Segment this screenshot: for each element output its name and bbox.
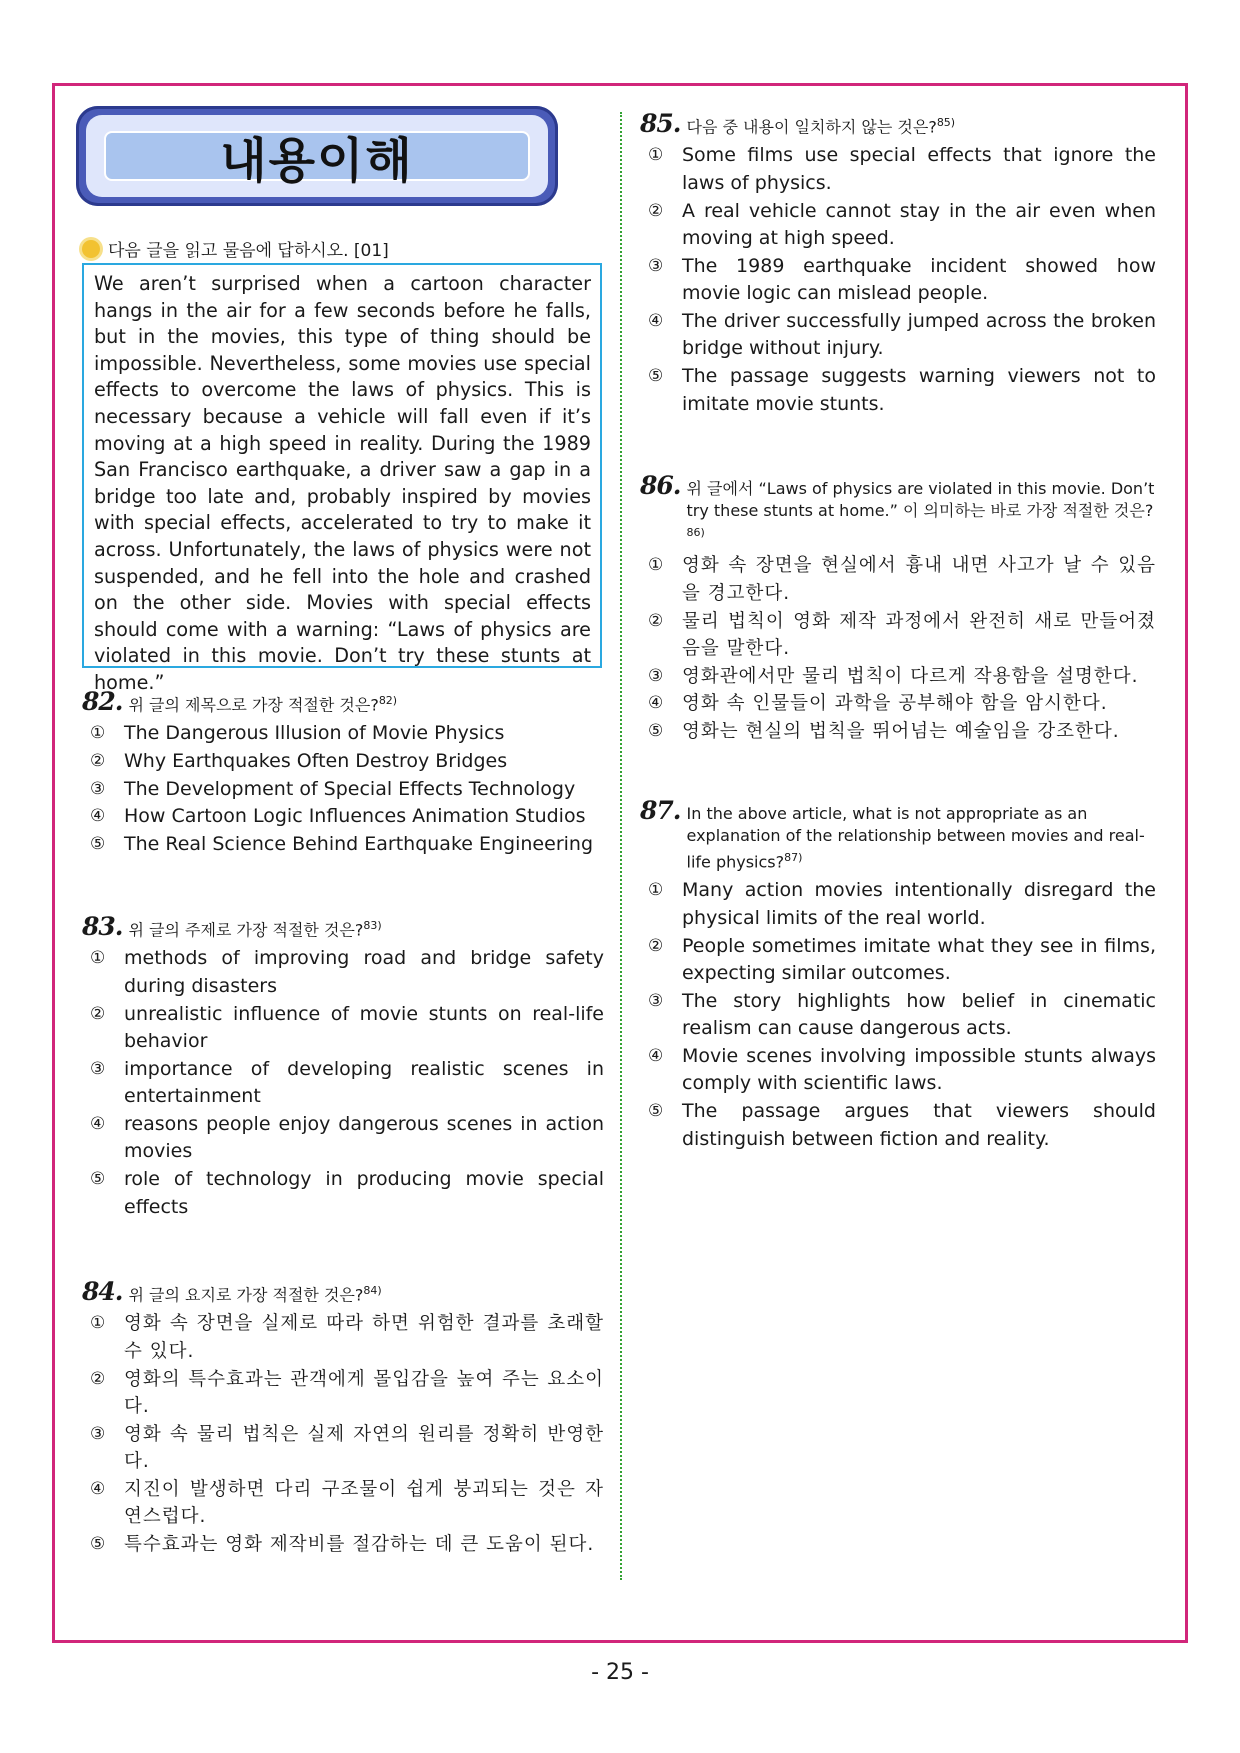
question-ref: 84): [363, 1284, 382, 1297]
option-5[interactable]: ⑤ 영화는 현실의 법칙을 뛰어넘는 예술임을 강조한다.: [648, 720, 1120, 742]
section-title: 내용이해: [220, 132, 414, 189]
question-ref: 85): [936, 116, 956, 129]
column-divider: [620, 112, 622, 1580]
option-1[interactable]: ① Many action movies intentionally disregard the physical limits of the real world.: [648, 879, 1156, 929]
option-2[interactable]: ② A real vehicle cannot stay in the air even when moving at high speed.: [648, 199, 1156, 250]
option-5[interactable]: ⑤ The Real Science Behind Earthquake Engineering: [90, 832, 594, 855]
question-85: [640, 109, 1156, 418]
option-list: [640, 142, 1156, 418]
option-3[interactable]: ③ The story highlights how belief in cinematic realism can cause dangerous acts.: [648, 989, 1156, 1040]
instruction-text: 다음 글을 읽고 물음에 답하시오. [01]: [108, 241, 389, 261]
question-87: [640, 796, 1156, 1153]
option-1[interactable]: ① methods of improving road and bridge safety during disasters: [90, 947, 604, 997]
question-text: 위 글에서 “Laws of physics are violated in this movie. Don’t try these stunts at home.” 이 의미하는 바로 가장 적절한 것은?: [686, 479, 1155, 520]
question-number: 84.: [82, 1277, 123, 1307]
option-4[interactable]: ④ 지진이 발생하면 다리 구조물이 쉽게 붕괴되는 것은 자연스럽다.: [90, 1478, 604, 1528]
option-5[interactable]: ⑤ role of technology in producing movie special effects: [90, 1168, 604, 1218]
question-number: 85.: [640, 109, 681, 139]
option-3[interactable]: ③ The 1989 earthquake incident showed how movie logic can mislead people.: [648, 254, 1156, 305]
option-list: [82, 1310, 604, 1558]
option-1[interactable]: ① 영화 속 장면을 현실에서 흉내 내면 사고가 날 수 있음을 경고한다.: [648, 555, 1156, 604]
question-text: 위 글의 요지로 가장 적절한 것은?: [128, 1285, 364, 1305]
question-number: 86.: [640, 471, 681, 500]
section-title-banner: [76, 106, 558, 206]
question-number: 83.: [82, 912, 123, 942]
option-5[interactable]: ⑤ The passage suggests warning viewers not to imitate movie stunts.: [648, 365, 1156, 415]
option-1[interactable]: ① 영화 속 장면을 실제로 따라 하면 위험한 결과를 초래할 수 있다.: [90, 1313, 604, 1362]
option-list: [640, 877, 1156, 1153]
option-2[interactable]: ② 물리 법칙이 영화 제작 과정에서 완전히 새로 만들어졌음을 말한다.: [648, 610, 1156, 660]
option-4[interactable]: ④ reasons people enjoy dangerous scenes in action movies: [90, 1112, 604, 1163]
instruction: [82, 236, 389, 261]
option-4[interactable]: ④ Movie scenes involving impossible stunts always comply with scientific laws.: [648, 1044, 1156, 1095]
option-3[interactable]: ③ 영화관에서만 물리 법칙이 다르게 작용함을 설명한다.: [648, 665, 1139, 687]
question-number: 87.: [640, 796, 681, 825]
option-4[interactable]: ④ How Cartoon Logic Influences Animation Studios: [90, 805, 586, 828]
option-3[interactable]: ③ 영화 속 물리 법칙은 실제 자연의 원리를 정확히 반영한다.: [90, 1423, 604, 1473]
option-1[interactable]: ① Some films use special effects that ignore the laws of physics.: [648, 144, 1156, 194]
question-82: [82, 687, 604, 858]
option-2[interactable]: ② unrealistic influence of movie stunts on real-life behavior: [90, 1002, 604, 1053]
question-number: 82.: [82, 687, 123, 717]
passage-text: We aren’t surprised when a cartoon character hangs in the air for a few seconds before he falls, but in the movies, this type of thing should be impossible. Nevertheless, some movies use special effects to overcome the laws of physics. This is necessary because a vehicle will fall even if it’s moving at a high speed in reality. During the 1989 San Francisco earthquake, a driver saw a gap in a bridge too late and, probably inspired by movies with special effects, accelerated to try to make it across. Unfortunately, the laws of physics were not suspended, and he fell into the hole and crashed on the other side. Movies with special effects should come with a warning: “Laws of physics are violated in this movie. Don’t try these stunts at home.”: [94, 272, 591, 694]
flower-icon: [82, 240, 100, 258]
question-ref: 82): [378, 694, 398, 707]
option-5[interactable]: ⑤ The passage argues that viewers should distinguish between fiction and reality.: [648, 1100, 1156, 1150]
page-number: - 25 -: [591, 1660, 649, 1685]
passage-box: [82, 263, 602, 694]
option-2[interactable]: ② 영화의 특수효과는 관객에게 몰입감을 높여 주는 요소이다.: [90, 1368, 604, 1418]
option-5[interactable]: ⑤ 특수효과는 영화 제작비를 절감하는 데 큰 도움이 된다.: [90, 1534, 595, 1556]
question-ref: 87): [784, 851, 803, 864]
option-4[interactable]: ④ The driver successfully jumped across the broken bridge without injury.: [648, 309, 1156, 360]
option-4[interactable]: ④ 영화 속 인물들이 과학을 공부해야 함을 암시한다.: [648, 693, 1108, 715]
option-3[interactable]: ③ importance of developing realistic scenes in entertainment: [90, 1057, 604, 1108]
question-text: 다음 중 내용이 일치하지 않는 것은?: [686, 117, 937, 137]
option-2[interactable]: ② Why Earthquakes Often Destroy Bridges: [90, 749, 508, 772]
question-84: [82, 1277, 604, 1559]
option-1[interactable]: ① The Dangerous Illusion of Movie Physics: [90, 722, 505, 745]
option-list: [82, 720, 604, 858]
question-text: In the above article, what is not appropriate as an explanation of the relationship between movies and real-life physics?: [686, 804, 1145, 872]
option-list: [82, 945, 604, 1221]
question-text: 위 글의 주제로 가장 적절한 것은?: [128, 920, 364, 940]
option-list: [640, 552, 1156, 745]
option-3[interactable]: ③ The Development of Special Effects Technology: [90, 777, 576, 800]
question-ref: 83): [363, 919, 382, 932]
question-ref: 86): [686, 526, 705, 539]
question-text: 위 글의 제목으로 가장 적절한 것은?: [128, 695, 379, 715]
question-86: [640, 471, 1156, 745]
question-83: [82, 912, 604, 1221]
option-2[interactable]: ② People sometimes imitate what they see in films, expecting similar outcomes.: [648, 934, 1156, 985]
